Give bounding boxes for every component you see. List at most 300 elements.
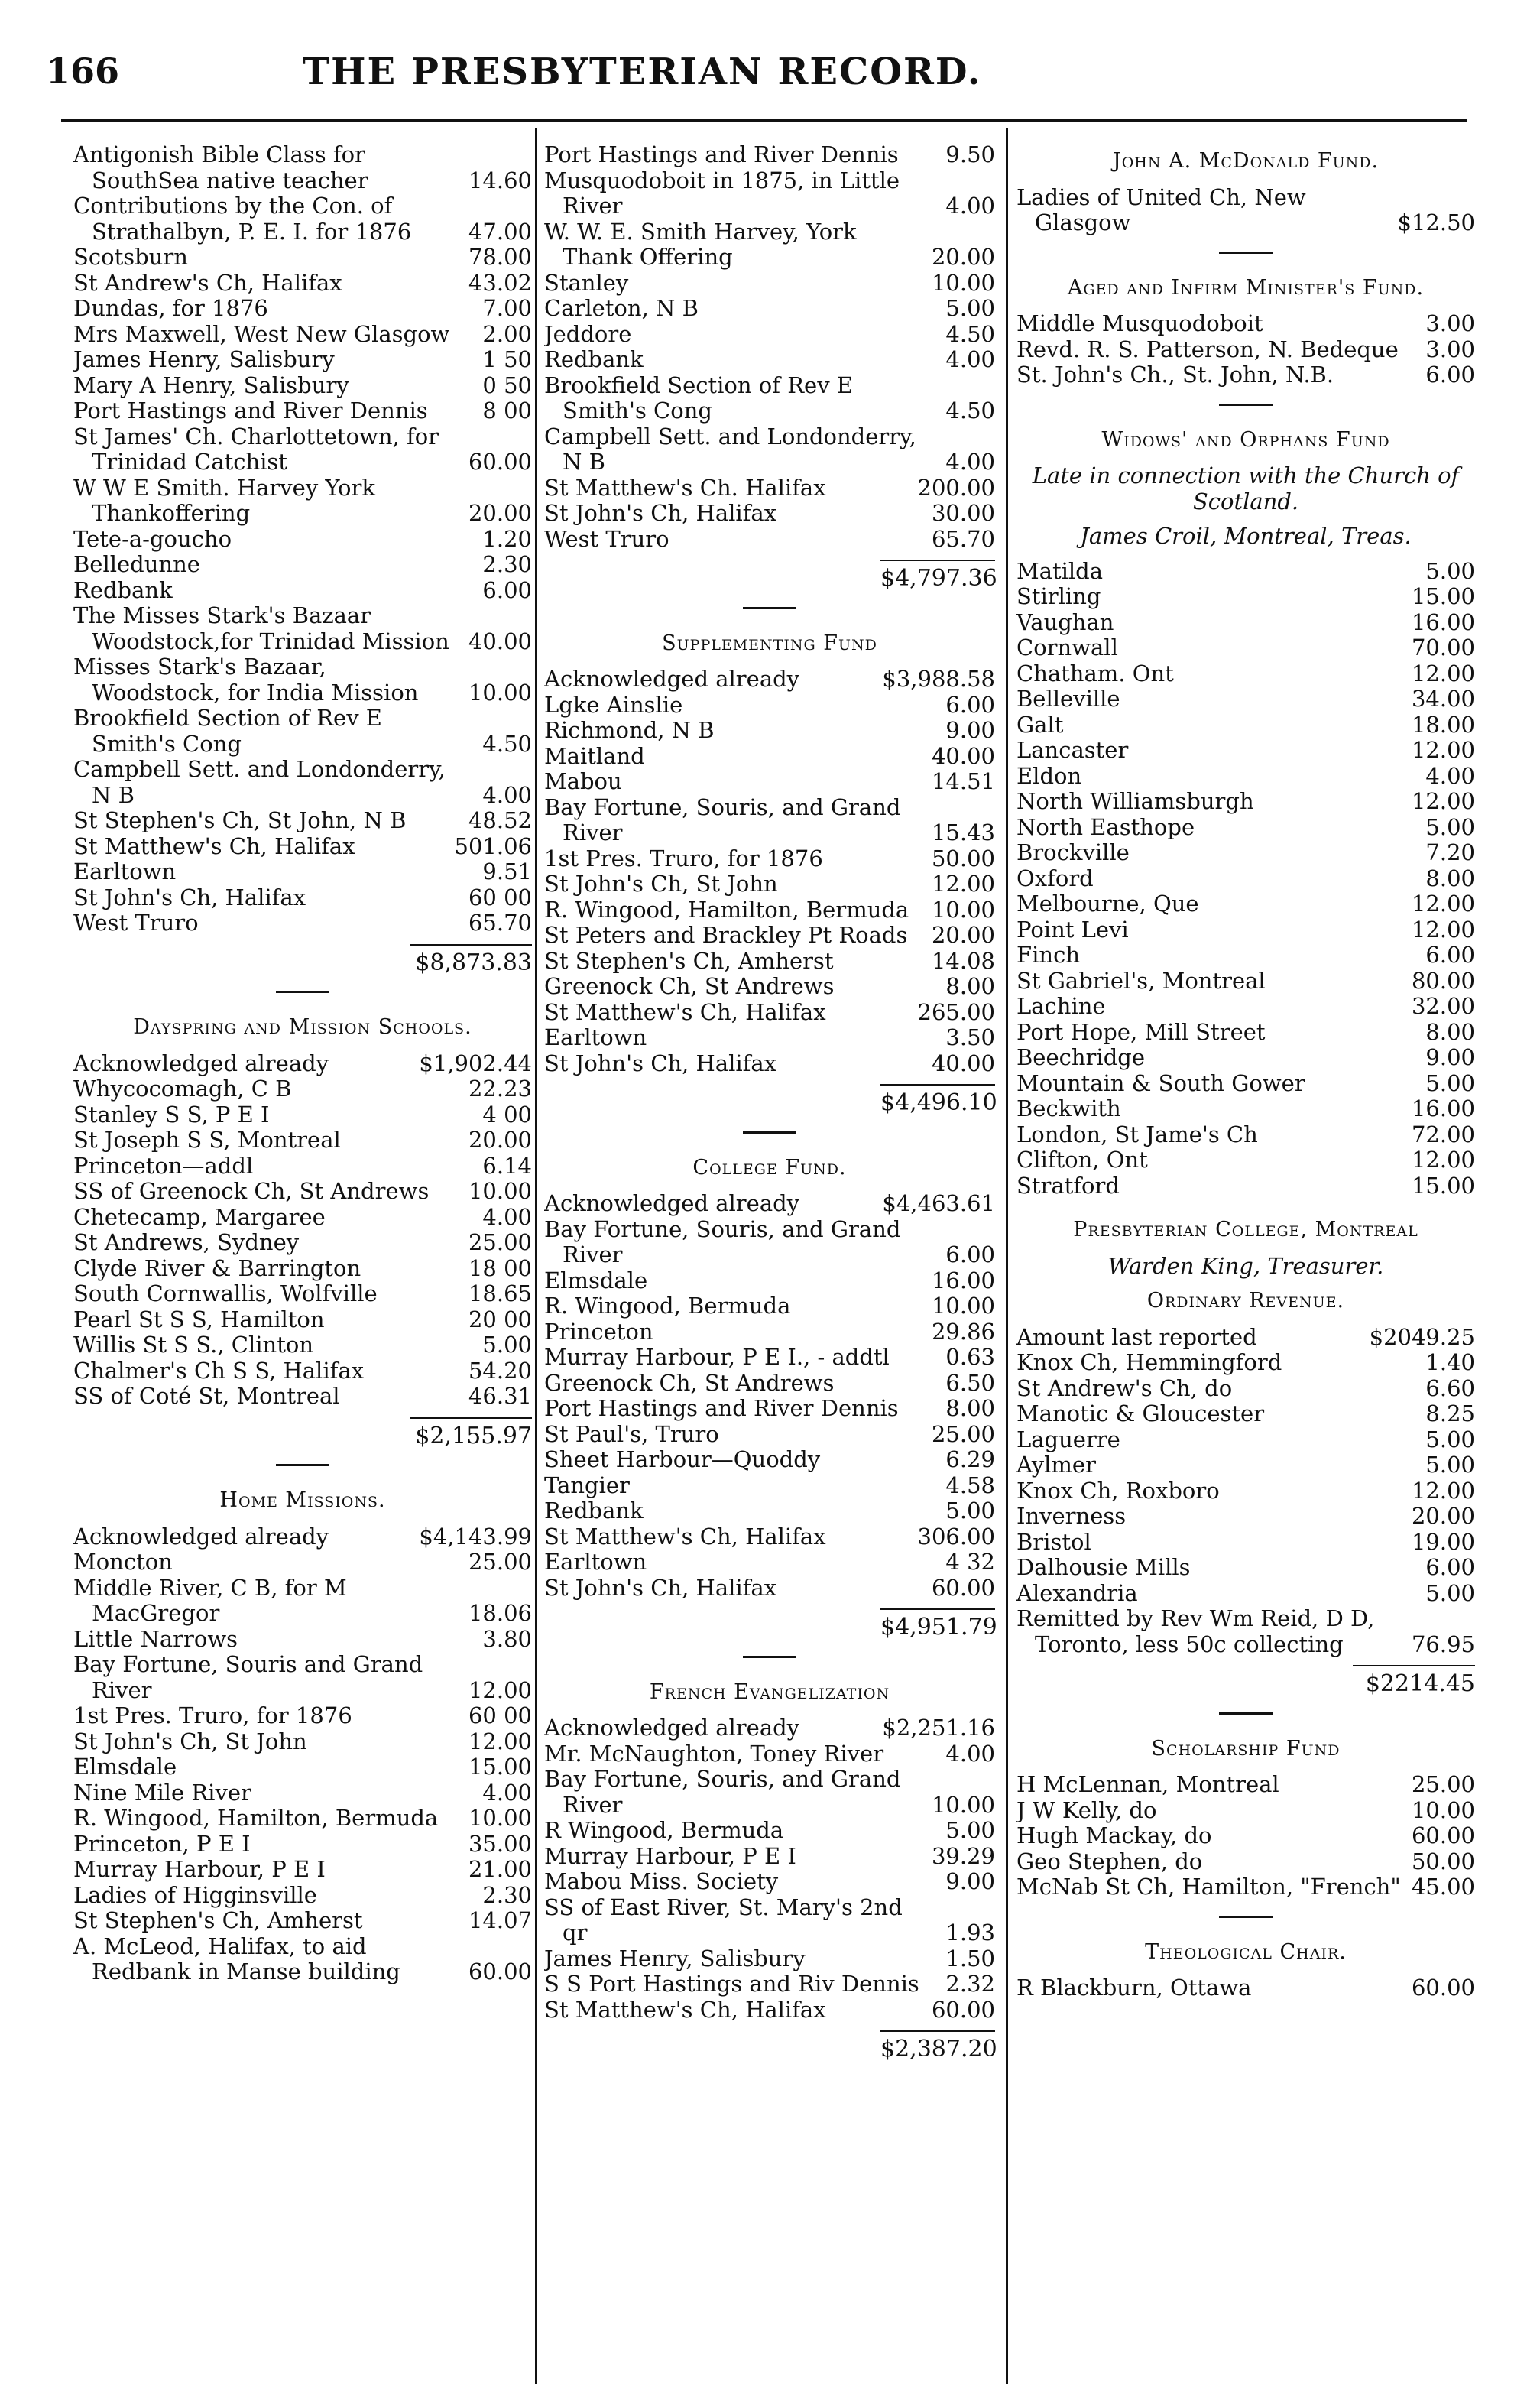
entry-amount: $1,902.44 [419,1050,532,1076]
section-heading: Ordinary Revenue. [1146,1289,1345,1313]
entry-label: Jeddore [544,321,632,347]
entry-label: SS of Greenock Ch, St Andrews [73,1179,430,1204]
ledger-entry [73,552,532,578]
entry-label: Clifton, Ont [1016,1147,1148,1173]
entry-label: St Stephen's Ch, St John, N B [73,808,407,833]
entry-label: Port Hastings and River Dennis [544,142,899,167]
section-heading: Aged and Infirm Minister's Fund. [1067,275,1425,300]
ledger-entry [73,322,532,348]
section-heading: Theological Chair. [1145,1939,1347,1964]
ledger-entry [73,1332,532,1358]
entry-label: St Peters and Brackley Pt Roads [544,923,908,948]
entry-amount: 12.00 [468,1728,532,1754]
ledger-entry [73,1908,532,1934]
ledger-entry [544,846,995,872]
entry-amount: 2.32 [945,1971,995,1997]
entry-amount: 9.00 [945,717,995,743]
ledger-entry [73,1832,532,1858]
entry-label: St James' Ch. Charlottetown, for Trinidad Catchist [73,424,439,475]
ledger-entry [1016,1504,1475,1530]
entry-label: Port Hastings and River Dennis [544,1396,899,1421]
entry-amount: 5.00 [1425,1579,1475,1606]
section-separator [1219,1712,1273,1715]
ledger-entry [73,1128,532,1154]
entry-amount: 12.00 [468,1676,532,1703]
entry-label: Beckwith [1016,1096,1121,1121]
entry-amount: 60.00 [1411,1822,1475,1848]
header-rule [61,119,1467,122]
entry-amount: 5.00 [1425,1426,1475,1452]
section-separator [1219,1916,1273,1918]
entry-label: Elmsdale [73,1754,177,1780]
ledger-entry [544,347,995,373]
ledger-entry [73,347,532,373]
entry-label: Lgke Ainslie [544,692,683,718]
ledger-entry [1016,1401,1475,1427]
entry-amount: 20.00 [931,922,995,948]
entry-amount: 2.30 [482,551,532,577]
entry-amount: 7.20 [1425,839,1475,865]
entry-label: St Andrew's Ch, Halifax [73,270,342,296]
entry-amount: $2049.25 [1369,1323,1475,1350]
entry-label: Contributions by the Con. of Strathalbyn, P. E. I. for 1876 [73,193,412,245]
entry-amount: 20.00 [468,1127,532,1153]
entry-label: St Andrew's Ch, do [1016,1375,1233,1401]
entry-label: St John's Ch, St John [544,871,778,897]
entry-amount: 1 50 [482,346,532,372]
ledger-entry [544,501,995,527]
entry-label: Redbank [544,1498,644,1524]
entry-label: Murray Harbour, P E I., - addtl [544,1345,890,1370]
ledger-entry [73,1256,532,1282]
entry-label: R. Wingood, Bermuda [544,1293,791,1319]
section-separator [276,991,329,993]
entry-label: St John's Ch, Halifax [73,884,306,910]
entry-amount: 9.50 [945,141,995,167]
entry-label: Dalhousie Mills [1016,1555,1191,1580]
entry-amount: 70.00 [1411,634,1475,660]
entry-label: North Easthope [1016,814,1195,840]
entry-label: Acknowledged already [544,667,800,692]
entry-label: Campbell Sett. and Londonderry, N B [73,757,446,808]
entry-amount: 265.00 [917,998,995,1025]
entry-label: Redbank [544,347,644,372]
entry-amount: 15.00 [1411,583,1475,609]
ledger-entry [1016,1427,1475,1453]
ledger-entry [544,974,995,1000]
entry-amount: 8.00 [945,1395,995,1421]
ledger-entry [544,1576,995,1602]
ledger-entry [73,1703,532,1729]
entry-label: R Wingood, Bermuda [544,1818,784,1843]
section-separator [743,607,796,609]
ledger-entry [73,757,532,808]
ledger-entry [1016,1350,1475,1376]
ledger-entry [1016,1376,1475,1402]
ledger-entry [73,1883,532,1909]
ledger-entry [1016,686,1475,712]
entry-amount: 4.00 [945,449,995,475]
ledger-entry [544,1767,995,1818]
ledger-entry [1016,866,1475,892]
section-separator [1219,404,1273,406]
ledger-entry [544,1997,995,2023]
entry-amount: 20.00 [931,244,995,270]
ledger-entry [544,1498,995,1524]
ledger-entry [544,897,995,923]
entry-amount: 4 00 [482,1101,532,1128]
entry-label: Finch [1016,943,1080,968]
ledger-entry [1016,1823,1475,1849]
ledger-entry [1016,362,1475,388]
entry-label: Bristol [1016,1529,1091,1555]
ledger-entry [73,1780,532,1806]
entry-label: St Andrews, Sydney [73,1230,300,1255]
entry-amount: 8.00 [1425,1018,1475,1045]
ledger-entry [544,1051,995,1077]
ledger-entry [544,1971,995,1997]
entry-amount: 10.00 [931,269,995,296]
section-separator [743,1131,796,1134]
ledger-entry [1016,1874,1475,1900]
entry-amount: 30.00 [931,500,995,526]
entry-label: Chetecamp, Margaree [73,1204,326,1230]
ledger-entry [544,693,995,719]
ledger-entry [1016,1975,1475,2001]
entry-amount: 5.00 [945,1817,995,1843]
section-heading: John A. McDonald Fund. [1112,149,1380,173]
entry-label: Revd. R. S. Patterson, N. Bedeque [1016,336,1399,362]
entry-label: St Matthew's Ch, Halifax [73,833,355,859]
ledger-entry [1016,815,1475,841]
entry-amount: 72.00 [1411,1121,1475,1147]
ledger-entry [1016,1555,1475,1581]
entry-amount: 15.00 [468,1754,532,1780]
entry-amount: 10.00 [1411,1796,1475,1823]
entry-label: W. W. E. Smith Harvey, York Thank Offering [544,219,857,270]
entry-label: Mabou Miss. Society [544,1869,779,1894]
entry-amount: 3.50 [945,1024,995,1050]
entry-label: Hugh Mackay, do [1016,1823,1212,1848]
ledger-entry [544,1422,995,1448]
entry-label: Stratford [1016,1173,1120,1199]
entry-label: Princeton—addl [73,1153,254,1179]
page-title: THE PRESBYTERIAN RECORD. [302,50,982,93]
entry-label: Laguerre [1016,1426,1120,1452]
column-middle [544,142,995,2062]
entry-label: Pearl St S S, Hamilton [73,1306,325,1332]
ledger-entry [544,1000,995,1026]
ledger-entry [1016,185,1475,236]
ledger-entry [73,1358,532,1384]
entry-amount: $3,988.58 [882,666,995,692]
ledger-entry [544,769,995,795]
entry-amount: 9.00 [945,1868,995,1894]
entry-label: Greenock Ch, St Andrews [544,1370,835,1396]
section-total: $4,951.79 [880,1608,995,1640]
entry-label: Inverness [1016,1504,1127,1529]
section-subheading: Warden King, Treasurer. [1107,1252,1384,1279]
ledger-entry [73,1857,532,1883]
entry-amount: 20 00 [468,1306,532,1332]
ledger-entry [544,1869,995,1895]
entry-label: Nine Mile River [73,1780,251,1806]
ledger-entry [544,923,995,949]
ledger-entry [73,296,532,322]
entry-label: Antigonish Bible Class for SouthSea native teacher [73,142,368,193]
entry-amount: 5.00 [482,1332,532,1358]
entry-amount: 10.00 [468,679,532,706]
ledger-entry [73,1051,532,1077]
column-divider [535,128,537,2384]
ledger-entry [544,871,995,897]
entry-label: St Stephen's Ch, Amherst [544,948,834,974]
entry-amount: 6.00 [482,576,532,603]
ledger-entry [544,475,995,501]
ledger-entry [1016,943,1475,969]
entry-label: Little Narrows [73,1626,238,1652]
entry-label: Eldon [1016,763,1082,789]
section-heading: Home Missions. [219,1488,386,1512]
entry-amount: 10.00 [931,1791,995,1818]
column-left [73,142,532,1985]
entry-amount: 20.00 [1411,1503,1475,1529]
entry-amount: 76.95 [1411,1631,1475,1657]
ledger-entry [544,1268,995,1294]
section-total: $2,155.97 [410,1417,532,1449]
spacer [1016,1199,1475,1211]
ledger-entry [73,1524,532,1550]
ledger-entry [1016,635,1475,661]
ledger-entry [1016,789,1475,815]
ledger-entry [1016,917,1475,943]
entry-label: West Truro [544,526,669,552]
entry-label: Knox Ch, Hemmingford [1016,1350,1282,1375]
entry-amount: 1.50 [945,1945,995,1971]
entry-label: Whycocomagh, C B [73,1076,292,1102]
entry-label: St John's Ch, St John [73,1728,307,1754]
entry-amount: 32.00 [1411,993,1475,1019]
entry-amount: 65.70 [931,525,995,552]
entry-amount: 54.20 [468,1357,532,1384]
entry-label: St John's Ch, Halifax [544,1575,777,1601]
entry-label: Bay Fortune, Souris and Grand River [73,1652,423,1703]
entry-amount: 1.20 [482,525,532,552]
entry-amount: 20.00 [468,500,532,526]
entry-label: Lancaster [1016,738,1129,763]
entry-amount: 46.31 [468,1383,532,1409]
entry-label: Acknowledged already [73,1050,329,1076]
entry-amount: 4.58 [945,1472,995,1498]
entry-label: 1st Pres. Truro, for 1876 [544,845,823,871]
ledger-entry [73,271,532,297]
ledger-entry [73,1652,532,1703]
entry-amount: 4.50 [945,320,995,347]
entry-amount: 14.51 [931,768,995,794]
entry-amount: 4.00 [945,193,995,219]
entry-amount: 5.00 [1425,557,1475,584]
ledger-entry [73,1179,532,1205]
ledger-entry [73,1230,532,1256]
ledger-entry [544,1550,995,1576]
entry-label: R. Wingood, Hamilton, Bermuda [73,1806,439,1831]
entry-amount: 5.00 [945,1498,995,1524]
entry-amount: 3.00 [1425,336,1475,362]
entry-amount: 8 00 [482,398,532,424]
section-heading: French Evangelization [649,1679,890,1704]
ledger-entry [1016,840,1475,866]
entry-label: 1st Pres. Truro, for 1876 [73,1703,352,1728]
entry-amount: 21.00 [468,1856,532,1882]
entry-label: London, St Jame's Ch [1016,1121,1258,1147]
entry-label: Maitland [544,743,645,769]
section-heading: Dayspring and Mission Schools. [133,1015,472,1039]
entry-amount: 60 00 [468,884,532,910]
entry-label: The Misses Stark's Bazaar Woodstock,for Trinidad Mission [73,603,449,654]
entry-label: Port Hope, Mill Street [1016,1019,1266,1045]
entry-amount: 12.00 [1411,788,1475,814]
ledger-entry [544,168,995,219]
entry-label: Mountain & South Gower [1016,1070,1305,1096]
entry-label: Carleton, N B [544,296,699,321]
entry-label: Moncton [73,1550,173,1575]
ledger-entry [544,1025,995,1051]
entry-amount: 40.00 [468,628,532,654]
ledger-entry [1016,661,1475,687]
entry-amount: 18.65 [468,1280,532,1306]
entry-label: Tete-a-goucho [73,526,232,552]
entry-amount: 6.00 [1425,942,1475,968]
section-total: $4,797.36 [880,560,995,592]
entry-label: Belleville [1016,686,1120,712]
entry-label: SS of East River, St. Mary's 2nd qr [544,1894,903,1946]
entry-amount: 12.00 [931,871,995,897]
ledger-entry [73,1806,532,1832]
entry-label: Knox Ch, Roxboro [1016,1478,1220,1504]
entry-amount: 60 00 [468,1702,532,1728]
entry-amount: 4 32 [945,1549,995,1575]
ledger-entry [544,1371,995,1397]
ledger-entry [73,1550,532,1576]
entry-amount: 4.00 [482,1203,532,1230]
entry-label: Point Levi [1016,917,1129,943]
entry-label: Acknowledged already [73,1524,329,1550]
entry-amount: 3.00 [1425,310,1475,336]
entry-amount: 10.00 [931,896,995,923]
ledger-entry [544,527,995,553]
section-total: $4,496.10 [880,1084,995,1116]
entry-amount: 501.06 [454,832,532,859]
section-separator [1219,252,1273,254]
entry-amount: 6.00 [945,1241,995,1267]
entry-amount: 15.43 [931,819,995,845]
ledger-entry [1016,891,1475,917]
entry-label: Earltown [544,1025,647,1050]
entry-label: Earltown [73,859,177,884]
ledger-entry [73,527,532,553]
section-heading: Widows' and Orphans Fund [1101,427,1390,452]
ledger-entry [544,1447,995,1473]
ledger-entry [1016,712,1475,738]
entry-label: Port Hastings and River Dennis [73,398,428,424]
entry-amount: 18.06 [468,1600,532,1626]
ledger-entry [73,1934,532,1985]
entry-label: Ladies of Higginsville [73,1882,317,1908]
entry-amount: 14.60 [468,167,532,193]
entry-amount: 5.00 [1425,1069,1475,1096]
ledger-entry [73,859,532,885]
ledger-entry [544,1473,995,1499]
entry-amount: 4.00 [945,1740,995,1767]
entry-label: Redbank [73,577,173,603]
ledger-entry [73,578,532,604]
ledger-entry [73,834,532,860]
entry-amount: 14.07 [468,1907,532,1933]
entry-amount: 1.93 [945,1920,995,1946]
ledger-entry [73,1627,532,1653]
section-separator [276,1464,329,1466]
entry-label: Lachine [1016,994,1106,1019]
entry-label: Oxford [1016,865,1094,891]
column-right [1016,142,1475,2001]
entry-amount: $4,143.99 [419,1523,532,1550]
entry-amount: 8.00 [1425,865,1475,891]
ledger-entry [544,1844,995,1870]
entry-amount: 60.00 [931,1996,995,2023]
entry-amount: 0.63 [945,1344,995,1370]
ledger-entry [73,1729,532,1755]
entry-label: Matilda [1016,558,1104,584]
entry-amount: 25.00 [468,1229,532,1255]
entry-label: Belledunne [73,552,200,577]
entry-label: J W Kelly, do [1016,1797,1157,1823]
entry-amount: $4,463.61 [882,1190,995,1216]
entry-amount: 50.00 [1411,1848,1475,1874]
entry-amount: 306.00 [917,1523,995,1550]
section-total: $2,387.20 [880,2030,995,2062]
ledger-entry [1016,1096,1475,1122]
ledger-entry [1016,1452,1475,1478]
entry-amount: 0 50 [482,372,532,398]
ledger-entry [1016,738,1475,764]
entry-label: Brockville [1016,840,1130,865]
entry-label: St Matthew's Ch, Halifax [544,1524,826,1550]
entry-label: W W E Smith. Harvey York Thankoffering [73,475,375,526]
ledger-entry [1016,1606,1475,1657]
ledger-entry [73,1076,532,1102]
ledger-entry [1016,337,1475,363]
ledger-entry [73,475,532,527]
entry-amount: 2.30 [482,1881,532,1908]
ledger-entry [544,296,995,322]
ledger-entry [73,654,532,706]
entry-amount: 6.50 [945,1369,995,1396]
ledger-entry [544,795,995,846]
entry-label: Galt [1016,712,1064,738]
ledger-entry [544,949,995,975]
ledger-entry [544,142,995,168]
entry-label: St Joseph S S, Montreal [73,1128,341,1153]
entry-amount: 4.00 [482,781,532,808]
entry-amount: 19.00 [1411,1528,1475,1555]
ledger-entry [1016,1045,1475,1071]
ledger-entry [1016,584,1475,610]
ledger-entry [1016,1325,1475,1351]
section-heading: Presbyterian College, Montreal [1073,1218,1418,1241]
entry-label: St Matthew's Ch. Halifax [544,475,826,501]
entry-label: S S Port Hastings and Riv Dennis [544,1971,919,1997]
entry-amount: 4.50 [945,398,995,424]
